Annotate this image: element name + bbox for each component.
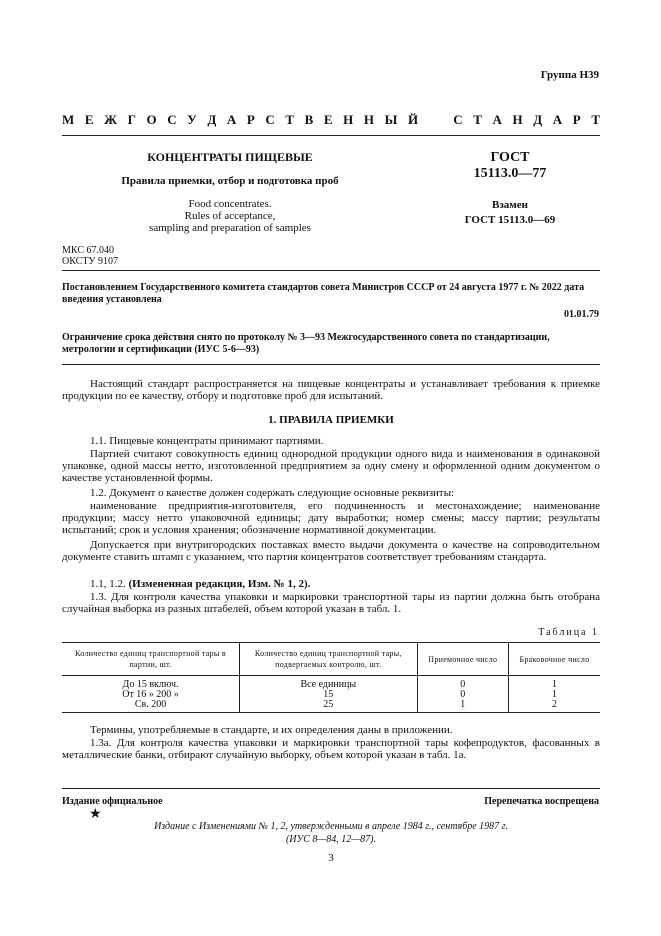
star-icon: ★ [89,807,102,822]
header-letter: А [492,112,502,127]
standard-header [62,112,600,128]
edition-note [62,820,600,846]
header-letter: Н [512,112,523,127]
table-cell: 0 [417,676,508,691]
header-letter: С [453,112,463,127]
limit-note: Ограничение срока действия снято по протоколу № 3—93 Межгосударственного совета по стандартизации, метрологии и сертификации (ИУС 5-6—93) [62,332,550,355]
header-letter: Р [246,112,255,127]
sampling-table [62,642,600,713]
table-header-row [62,643,600,676]
gost-number-block [425,150,595,182]
header-letter: Е [323,112,333,127]
terms-paragraph: Термины, употребляемые в стандарте, и их определения даны в приложении. [90,724,453,736]
paragraph-1-2: 1.2. Документ о качестве должен содержать следующие основные реквизиты: [90,487,455,499]
paragraph-1-2-details: наименование предприятия-изготовителя, его подчиненность и местонахождение; наименование продукции; массу нетто упаковочной единицы; дату выработки; номер смены; массу партии; результаты испытаний; срок и условия хранения; обозначение нормативной документации. [62,500,600,536]
header-letter: М [62,112,75,127]
header-letter: А [552,112,563,127]
paragraph-1-3: 1.3. Для контроля качества упаковки и маркировки транспортной тары из партии должна быть отобрана случайная выборка из разных штабелей, объем которой указан в табл. 1. [62,591,600,615]
replace-value: ГОСТ 15113.0—69 [464,214,556,226]
table-cell: 25 [240,700,418,713]
table-cell: 1 [509,690,600,700]
header-letter: Т [591,112,600,127]
header-letter: Р [572,112,581,127]
header-letter: У [187,112,197,127]
table-row [62,676,600,691]
table-cell: 0 [417,690,508,700]
footer-rule [62,788,600,789]
header-letter: С [265,112,275,127]
classification-codes [62,245,118,267]
intro-paragraph: Настоящий стандарт распространяется на пищевые концентраты и устанавливает требования к приемке продукции по ее качеству, отбору и подготовке проб для испытаний. [62,378,600,402]
codes-rule [62,270,600,271]
col-header-sample-size: Количество единиц транспортной тары, подвергаемых контролю, шт. [240,643,418,676]
table-cell: 2 [509,700,600,713]
replace-label: Взамен [492,199,528,211]
official-edition: Издание официальное [62,796,163,807]
change-ref: 1.1, 1.2. [90,578,126,590]
paragraph-1-2-stamp: Допускается при внутригородских поставках вместо выдачи документа о качестве на сопроводительном документе ставить штамп с указанием, что партия концентратов соответствует требованиям стандарта. [62,539,600,563]
english-title [120,198,340,234]
document-subtitle: Правила приемки, отбор и подготовка проб [121,175,339,187]
header-letter: Е [84,112,94,127]
table-cell: До 15 включ. [122,679,179,690]
col-header-rejection: Браковочное число [509,643,600,676]
header-letter: Ы [384,112,398,127]
header-letter: Д [207,112,217,127]
header-letter: Т [285,112,295,127]
decree-text: Постановлением Государственного комитета стандартов совета Министров СССР от 24 августа 1977 г. № 2022 дата введения установлена [62,282,585,305]
reprint-prohibited: Перепечатка воспрещена [484,796,599,807]
header-letter: О [146,112,157,127]
header-letter: Д [533,112,543,127]
table-cell: 1 [417,700,508,713]
edition-line: Издание с Изменениями № 1, 2, утвержденными в апреле 1984 г., сентябре 1987 г. [154,821,508,832]
table-label: Таблица 1 [538,627,599,638]
table-cell: 15 [240,690,418,700]
page-number: 3 [328,852,334,864]
table-cell: 1 [509,676,600,691]
table-row [62,700,600,713]
col-header-lot-size: Количество единиц транспортной тары в партии, шт. [62,643,240,676]
change-note [62,578,600,590]
okstu-code: ОКСТУ 9107 [62,256,119,267]
paragraph-1-1: 1.1. Пищевые концентраты принимают партиями. [90,435,324,447]
header-letter: С [167,112,177,127]
edition-line: (ИУС 8—84, 12—87). [285,834,377,845]
limit-rule [62,364,600,365]
change-edition: (Измененная редакция, Изм. № 1, 2). [128,578,311,590]
header-letter: Н [363,112,375,127]
header-letter: Г [127,112,136,127]
group-code: Группа Н39 [540,69,599,81]
paragraph-1-3a: 1.3а. Для контроля качества упаковки и маркировки транспортной тары кофепродуктов, фасованных в металлические банки, отбирают случайную выборку, объем которой указан в табл. 1а. [62,737,600,761]
english-line: Food concentrates. [188,198,272,210]
section-heading: 1. ПРАВИЛА ПРИЕМКИ [268,414,394,426]
mks-code: МКС 67.040 [62,245,114,256]
col-header-acceptance: Приемочное число [417,643,508,676]
table-cell: От 16 » 200 » [122,689,179,700]
header-gap [429,112,443,128]
table-cell: Все единицы [240,676,418,691]
header-letter: В [304,112,314,127]
header-rule [62,135,600,136]
english-line: sampling and preparation of samples [149,222,311,234]
header-letter: Н [343,112,354,127]
gost-number: 15113.0—77 [473,166,547,181]
effective-date: 01.01.79 [564,309,599,320]
gost-label: ГОСТ [490,150,530,165]
header-letter: А [226,112,237,127]
document-title: КОНЦЕНТРАТЫ ПИЩЕВЫЕ [147,150,313,164]
table-cell: Св. 200 [62,700,240,713]
header-letter: Т [473,112,482,127]
header-letter: Й [407,112,419,127]
english-line: Rules of acceptance, [184,210,276,222]
header-letter: Ж [104,112,117,127]
paragraph-1-1-lot: Партией считают совокупность единиц однородной продукции одного вида и наименования в одинаковой упаковке, одной массы нетто, изготовленной предприятием за одну смену и оформленной одним документом о качестве установленной формы. [62,448,600,484]
